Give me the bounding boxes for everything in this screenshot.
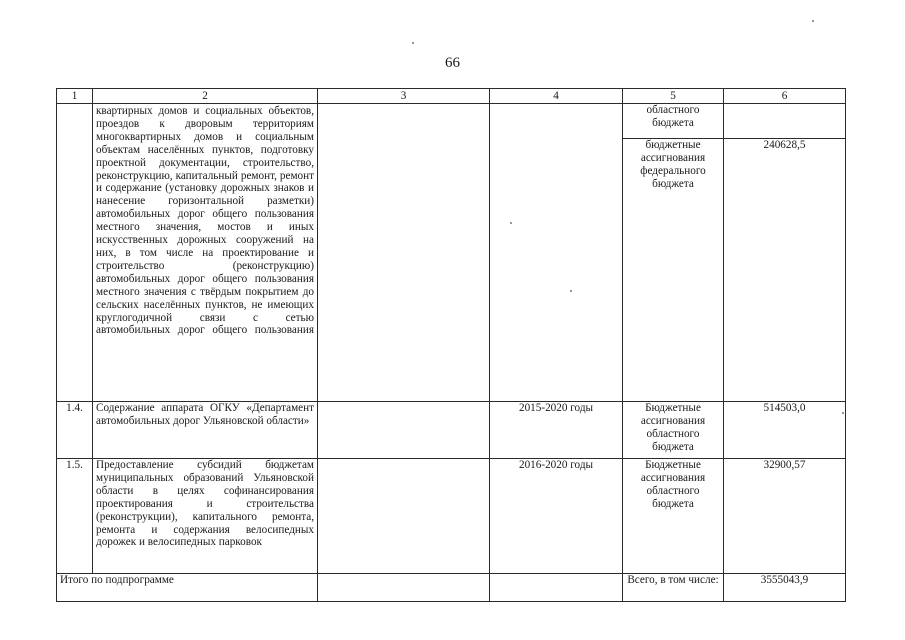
scan-speck <box>510 222 512 224</box>
total-period <box>490 574 623 602</box>
column-header: 4 <box>490 89 623 104</box>
row-executor <box>318 459 490 574</box>
page-number: 66 <box>445 55 460 71</box>
total-executor <box>318 574 490 602</box>
column-header: 1 <box>57 89 93 104</box>
row-funding-source: областного бюджета <box>623 104 724 139</box>
budget-table <box>56 88 846 602</box>
row-executor <box>318 104 490 402</box>
row-description: Содержание аппарата ОГКУ «Департамент автомобильных дорог Ульяновской области» <box>93 402 318 459</box>
row-period <box>490 104 623 402</box>
row-description: квартирных домов и социальных объектов, проездов к дворовым территориям многоквартирных домов и социальным объектам населённых пунктов, подготовку проектной документации, строительство, реконструкцию, капитальный ремонт, ремонт и содержание (установку дорожных знаков и нанесение горизонтальной разметки) автомобильных дорог общего пользования местного значения, мостов и иных искусственных дорожных сооружений на них, в том числе на проектирование и строительство (реконструкцию) автомобильных дорог общего пользования местного значения с твёрдым покрытием до сельских населённых пунктов, не имеющих круглогодичной связи с сетью автомобильных дорог общего пользования <box>93 104 318 402</box>
row-number <box>57 104 93 402</box>
scan-speck <box>412 42 414 44</box>
table-row <box>57 402 846 459</box>
scan-speck <box>812 20 814 22</box>
column-header: 2 <box>93 89 318 104</box>
row-number: 1.5. <box>57 459 93 574</box>
row-period: 2015-2020 годы <box>490 402 623 459</box>
row-period: 2016-2020 годы <box>490 459 623 574</box>
row-amount: 240628,5 <box>724 139 846 402</box>
column-header: 6 <box>724 89 846 104</box>
row-number: 1.4. <box>57 402 93 459</box>
row-executor <box>318 402 490 459</box>
scan-speck <box>570 290 572 292</box>
row-amount: 514503,0 <box>724 402 846 459</box>
scan-speck <box>842 412 844 414</box>
row-funding-source: бюджетные ассигнования федерального бюджета <box>623 139 724 402</box>
column-header: 3 <box>318 89 490 104</box>
table-total-row <box>57 574 846 602</box>
table-header-row <box>57 89 846 104</box>
table-row <box>57 104 846 139</box>
row-amount: 32900,57 <box>724 459 846 574</box>
row-amount <box>724 104 846 139</box>
row-funding-source: Бюджетные ассигнования областного бюджета <box>623 459 724 574</box>
total-amount: 3555043,9 <box>724 574 846 602</box>
total-label: Итого по подпрограмме <box>57 574 318 602</box>
row-description: Предоставление субсидий бюджетам муниципальных образований Ульяновской области в целях софинансирования проектирования и строительства (реконструкции), капитального ремонта, ремонта и содержания велосипедных дорожек и велосипедных парковок <box>93 459 318 574</box>
column-header: 5 <box>623 89 724 104</box>
row-funding-source: Бюджетные ассигнования областного бюджета <box>623 402 724 459</box>
total-funding-source: Всего, в том числе: <box>623 574 724 602</box>
table-row <box>57 459 846 574</box>
